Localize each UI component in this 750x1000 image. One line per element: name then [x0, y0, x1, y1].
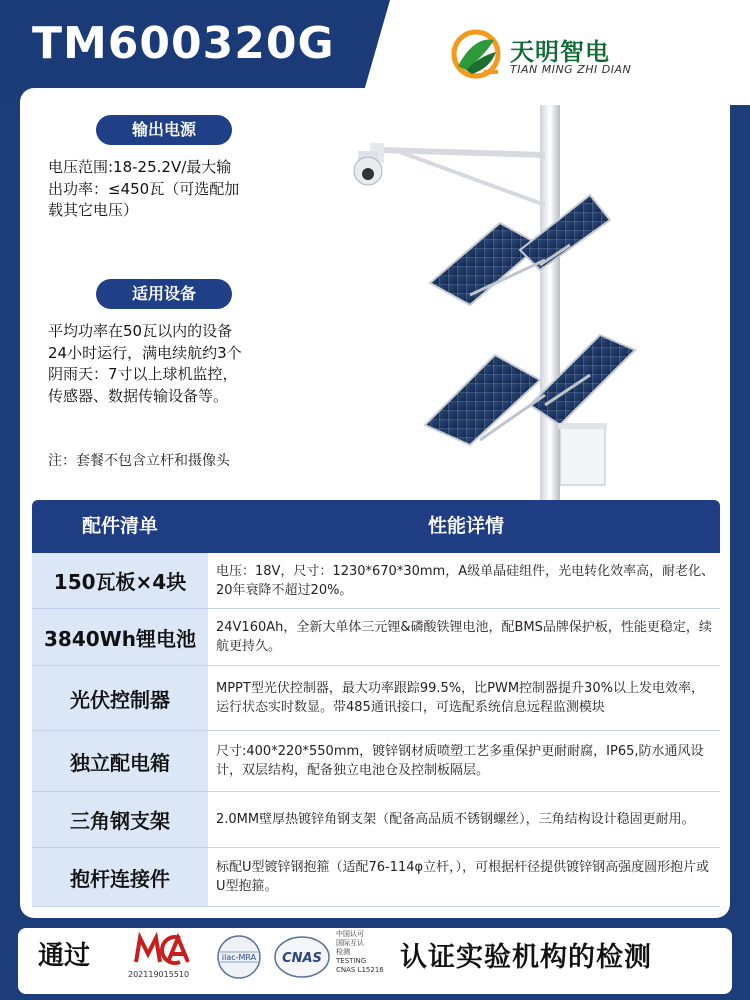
parts-table [32, 500, 720, 908]
part-name: 3840Wh锂电池 [32, 609, 208, 665]
certification-text: 认证实验机构的检测 [400, 942, 652, 973]
applicable-line: 平均功率在50瓦以内的设备 [48, 322, 233, 340]
header-parts-list: 配件清单 [81, 515, 158, 537]
part-desc: 2.0MM壁厚热镀锌角钢支架（配备高品质不锈钢螺丝），三角结构设计稳固更耐用。 [216, 812, 695, 827]
output-power-text [48, 157, 239, 222]
cma-badge-icon [130, 932, 200, 968]
cnas-info [336, 930, 384, 975]
part-desc: 电压：18V，尺寸：1230*670*30mm，A级单晶硅组件，光电转化效率高，耐老化、20年衰降不超过20%。 [216, 563, 715, 598]
table-row [32, 792, 720, 848]
brand-name-en: TIAN MING ZHI DIAN [510, 63, 632, 76]
output-power-pill: 输出电源 [96, 115, 232, 145]
applicable-line: 阴雨天：7寸以上球机监控， [48, 365, 238, 383]
part-name: 三角钢支架 [32, 792, 208, 847]
applicable-device-text [48, 321, 242, 407]
part-name: 150瓦板×4块 [32, 553, 208, 608]
part-desc: 24V160Ah，全新大单体三元锂&磷酸铁锂电池，配BMS品牌保护板，性能更稳定，续航更持久。 [216, 620, 712, 654]
brand-name-cn: 天明智电 [510, 38, 610, 66]
part-name: 光伏控制器 [32, 666, 208, 730]
cnas-label: CNAS [282, 951, 322, 966]
ilac-label: ilac-MRA [221, 953, 257, 962]
pass-label: 通过 [38, 941, 91, 971]
output-power-line: 电压范围:18-25.2V/最大输 [48, 158, 232, 176]
cnas-badge-icon [273, 934, 331, 980]
applicable-line: 传感器、数据传输设备等。 [48, 386, 229, 405]
part-name: 抱杆连接件 [32, 848, 208, 906]
cnas-line: CNAS L15216 [336, 966, 384, 974]
cnas-line: 检测 [336, 948, 350, 956]
output-power-line: 出功率：≤450瓦（可选配加 [48, 179, 240, 198]
package-note: 注：套餐不包含立杆和摄像头 [48, 453, 230, 469]
part-desc: 尺寸:400*220*550mm，镀锌钢材质喷塑工艺多重保护更耐耐腐，IP65,防水通风设计，双层结构，配备独立电池仓及控制板隔层。 [216, 744, 704, 778]
part-desc: MPPT型光伏控制器，最大功率跟踪99.5%，比PWM控制器提升30%以上发电效率，运行状态实时数显。带485通讯接口，可选配系统信息远程监测模块 [216, 681, 704, 715]
cnas-line: 国际互认 [336, 939, 364, 947]
cnas-line: 中国认可 [336, 930, 364, 938]
solar-pole-illustration-icon [340, 95, 660, 500]
cnas-line: TESTING [336, 957, 367, 965]
table-row [32, 553, 720, 609]
part-name: 独立配电箱 [32, 731, 208, 791]
table-row [32, 731, 720, 792]
output-power-line: 载其它电压） [48, 201, 139, 219]
ilac-mra-badge-icon [210, 934, 268, 980]
table-row [32, 609, 720, 666]
cma-number: 202119015510 [128, 970, 190, 979]
table-header [32, 500, 720, 553]
table-row [32, 848, 720, 907]
applicable-device-pill: 适用设备 [96, 279, 232, 309]
header-performance: 性能详情 [427, 515, 504, 537]
applicable-line: 24小时运行，满电续航约3个 [48, 343, 242, 362]
table-row [32, 666, 720, 731]
model-number: TM600320G [32, 18, 335, 69]
part-desc: 标配U型镀锌钢抱箍（适配76-114φ立杆，），可根据杆径提供镀锌钢高强度圆形抱片或U型抱箍。 [216, 860, 710, 894]
